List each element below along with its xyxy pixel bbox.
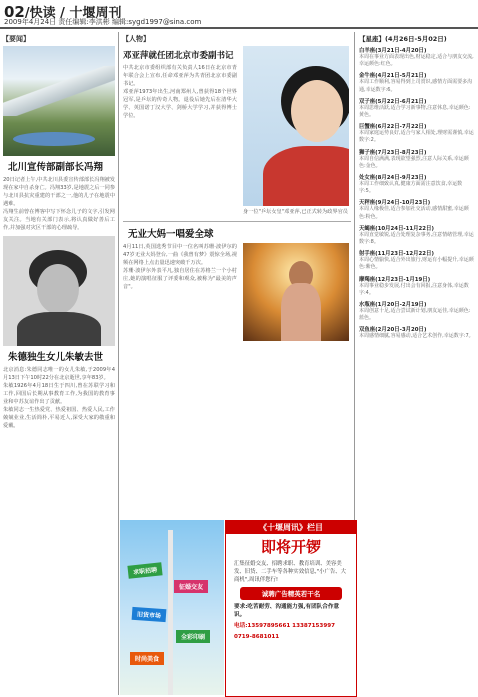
headline[interactable]: 朱德独生女儿朱敏去世 bbox=[8, 352, 104, 363]
sign-label: 求职招聘 bbox=[127, 562, 162, 578]
date-range: (4月26日-5月02日) bbox=[385, 35, 447, 43]
horoscope-sign[interactable]: 天蝎座(10月24日-11月22日) bbox=[359, 225, 434, 232]
section-name: 快读 bbox=[29, 6, 56, 21]
horoscope-item bbox=[359, 224, 475, 246]
horoscope-sign[interactable]: 巨蟹座(6月22日-7月22日) bbox=[359, 124, 427, 131]
horoscope-desc: 本周心情愉快,适合外出旅行,财运有小幅提升,幸运颜色:紫色。 bbox=[359, 257, 474, 271]
horoscope-sign[interactable]: 双子座(5月22日-6月21日) bbox=[359, 98, 427, 105]
horoscope-item bbox=[359, 325, 475, 340]
horoscope-sign[interactable]: 双鱼座(2月20日-3月20日) bbox=[359, 327, 427, 334]
article-text: 北京消息:朱德同志唯一的女儿朱敏,于2009年4月13日下午10时22分在北京逝世,享年83岁。 bbox=[3, 367, 115, 381]
article-text: 苏珊·波伊尔外表平凡,独自居住在苏格兰一个小村庄,她的演唱征服了评委和观众,被称为"最美的声音"。 bbox=[123, 268, 237, 290]
horoscope-desc: 本周家庭运势良好,适合与家人相处,理财需谨慎,幸运数字:2。 bbox=[359, 130, 474, 144]
feature-photo-wrap bbox=[240, 46, 352, 217]
column-news bbox=[0, 32, 119, 695]
body-shape bbox=[17, 312, 101, 346]
horoscope-sign[interactable]: 摩羯座(12月23日-1月19日) bbox=[359, 276, 431, 283]
sign-label: 时尚美食 bbox=[130, 652, 164, 665]
photo-caption: 身一位"乒坛女皇"邓亚萍,已正式转为政界官员 bbox=[243, 209, 348, 215]
sign-label: 全彩印刷 bbox=[176, 630, 210, 643]
horoscope-desc: 本周创意十足,适合尝试新计划,朋友运佳,幸运颜色:蓝色。 bbox=[359, 308, 471, 322]
horoscope-item bbox=[359, 46, 475, 68]
column-horoscope bbox=[356, 32, 478, 695]
horoscope-item bbox=[359, 97, 475, 119]
page-number: 02 bbox=[4, 3, 25, 21]
article-text: 中共北京市委组织部有关负责人16日在北京市青年联合会上宣布,任命邓亚萍为共青团北京市委副书记。 bbox=[123, 65, 237, 87]
headline[interactable]: 北川宣传部副部长冯翔 bbox=[8, 162, 104, 173]
masthead: 02/快读 / 十堰周刊 bbox=[4, 3, 122, 21]
article-text: 朱敏1926年4月18日生于四川,曾在苏联学习和工作,回国后长期从事教育工作,为我国的教育事业和中苏友谊作出了贡献。 bbox=[3, 383, 115, 405]
story-photo-wrap bbox=[240, 243, 352, 341]
article-text: 20日记者上午,中共北川县委宣传部部长冯翔被发现在家中自杀身亡。冯翔33岁,是地震之后一同参与北川县抗灾重建的干部之一,他的儿子在地震中遇难。 bbox=[3, 177, 116, 207]
divider bbox=[123, 221, 351, 222]
horoscope-item bbox=[359, 122, 475, 144]
section-tag: 【星座】 bbox=[359, 35, 385, 43]
ad-headline: 即将开锣 bbox=[260, 538, 321, 556]
horoscope-item bbox=[359, 198, 475, 220]
sign-label: 旧货市场 bbox=[132, 607, 167, 622]
header-rule bbox=[0, 27, 478, 29]
horoscope-title bbox=[359, 34, 475, 43]
body-shape bbox=[263, 146, 349, 206]
face-shape bbox=[291, 80, 343, 142]
horoscope-item bbox=[359, 71, 475, 93]
story-block bbox=[120, 243, 354, 341]
signpost-graphic bbox=[120, 520, 224, 695]
horoscope-desc: 本周人缘极佳,适合参加社交活动,感情甜蜜,幸运颜色:粉色。 bbox=[359, 206, 469, 220]
horoscope-desc: 本周自信满满,表现欲望强烈,注意人际关系,幸运颜色:金色。 bbox=[359, 155, 469, 169]
sign-post bbox=[168, 530, 173, 695]
landscape-photo bbox=[3, 46, 115, 156]
stage-photo bbox=[243, 243, 349, 341]
horoscope-item bbox=[359, 249, 475, 271]
horoscope-desc: 本周在事业方面表现出色,财运稳定,适合与朋友交流,幸运颜色:红色。 bbox=[359, 54, 474, 68]
horoscope-list bbox=[356, 46, 478, 341]
portrait-photo bbox=[3, 236, 115, 346]
horoscope-item bbox=[359, 173, 475, 195]
horoscope-sign[interactable]: 白羊座(3月21日-4月20日) bbox=[359, 48, 427, 54]
horoscope-item bbox=[359, 148, 475, 170]
horoscope-desc: 本周直觉敏锐,适合处理复杂事务,注意情绪管理,幸运数字:8。 bbox=[359, 231, 474, 246]
horoscope-sign[interactable]: 狮子座(7月23日-8月23日) bbox=[359, 149, 427, 156]
horoscope-sign[interactable]: 金牛座(4月21日-5月21日) bbox=[359, 73, 427, 80]
horoscope-desc: 本周事业稳步发展,付出会有回报,注意身体,幸运数字:4。 bbox=[359, 282, 469, 296]
page-header bbox=[0, 0, 478, 30]
article-text: 4月11日,英国选秀节目中一位名叫苏珊·波伊尔的47岁无业大妈登台,一曲《我曾有梦》震惊全场,视频在网络上点击量迅速突破千万次。 bbox=[123, 244, 237, 266]
ad-phone[interactable]: 电话:13597895661 13387153997 bbox=[234, 623, 335, 629]
paper-name: 十堰周刊 bbox=[69, 6, 122, 21]
horoscope-desc: 本周感情细腻,容易感动,适合艺术创作,幸运数字:7。 bbox=[359, 333, 474, 340]
section-tag: 【要闻】 bbox=[2, 35, 30, 43]
ad-phone-2[interactable]: 0719-8681011 bbox=[234, 634, 280, 640]
sign-label: 征婚交友 bbox=[174, 580, 208, 593]
horoscope-sign[interactable]: 处女座(8月24日-9月23日) bbox=[359, 175, 427, 182]
portrait-photo bbox=[243, 46, 349, 206]
headline[interactable]: 邓亚萍就任团北京市委副书记 bbox=[123, 51, 234, 61]
face-shape bbox=[37, 264, 79, 314]
horoscope-desc: 本周工作细致认真,健康方面需注意饮食,幸运数字:5。 bbox=[359, 181, 463, 195]
horoscope-desc: 本周思维活跃,适合学习新事物,注意休息,幸运颜色:黄色。 bbox=[359, 104, 471, 119]
feature-block bbox=[120, 46, 354, 217]
ad-banner[interactable]: 诚聘广告精英若干名 bbox=[240, 587, 342, 600]
horoscope-desc: 本周工作顺利,容易得到上司赏识,感情方面需要多沟通,幸运数字:6。 bbox=[359, 79, 473, 93]
article-text: 邓亚萍1973年出生,河南郑州人,曾获得18个世界冠军,是乒坛的传奇人物。退役后她先后在清华大学、英国诺丁汉大学、剑桥大学学习,并获得博士学位。 bbox=[123, 89, 237, 119]
horoscope-item bbox=[359, 300, 475, 322]
ad-header: 《十堰周讯》栏目 bbox=[226, 521, 356, 534]
ad-requirements: 要求:吃苦耐劳、沟通能力强,有团队合作意识。 bbox=[234, 604, 340, 618]
feature-text bbox=[120, 46, 240, 217]
header-subline: 2009年4月24日 责任编辑:李洪彬 编辑:sygd1997@sina.com bbox=[4, 18, 202, 26]
lake-shape bbox=[13, 132, 95, 146]
section-tag: 【人物】 bbox=[122, 35, 150, 43]
horoscope-item bbox=[359, 275, 475, 297]
horoscope-sign[interactable]: 天秤座(9月24日-10月23日) bbox=[359, 200, 431, 207]
headline[interactable]: 无业大妈一唱爱全球 bbox=[128, 229, 214, 240]
article-text: 朱敏同志一生热爱党、热爱祖国、热爱人民,工作兢兢业业,生活简朴,平易近人,深受大家的敬重和爱戴。 bbox=[3, 407, 115, 429]
article-text: 冯翔生前曾在博客中写下怀念儿子的文字,引发网友关注。当地有关部门表示,将认真做好善后工作,并加强对灾区干部的心理疏导。 bbox=[3, 209, 115, 231]
story-text bbox=[120, 243, 240, 341]
horoscope-sign[interactable]: 水瓶座(1月20日-2月19日) bbox=[359, 302, 427, 309]
mountain-shape bbox=[3, 66, 115, 116]
body-shape bbox=[281, 283, 321, 341]
advertisement-box bbox=[225, 520, 357, 697]
horoscope-sign[interactable]: 射手座(11月23日-12月22日) bbox=[359, 251, 434, 258]
ad-body: 汇集征婚交友、招聘求职、教育培训、美容美发、旧货、二手车等各种实效信息,"小广告、大商机",周讯伴您行! bbox=[234, 561, 347, 583]
